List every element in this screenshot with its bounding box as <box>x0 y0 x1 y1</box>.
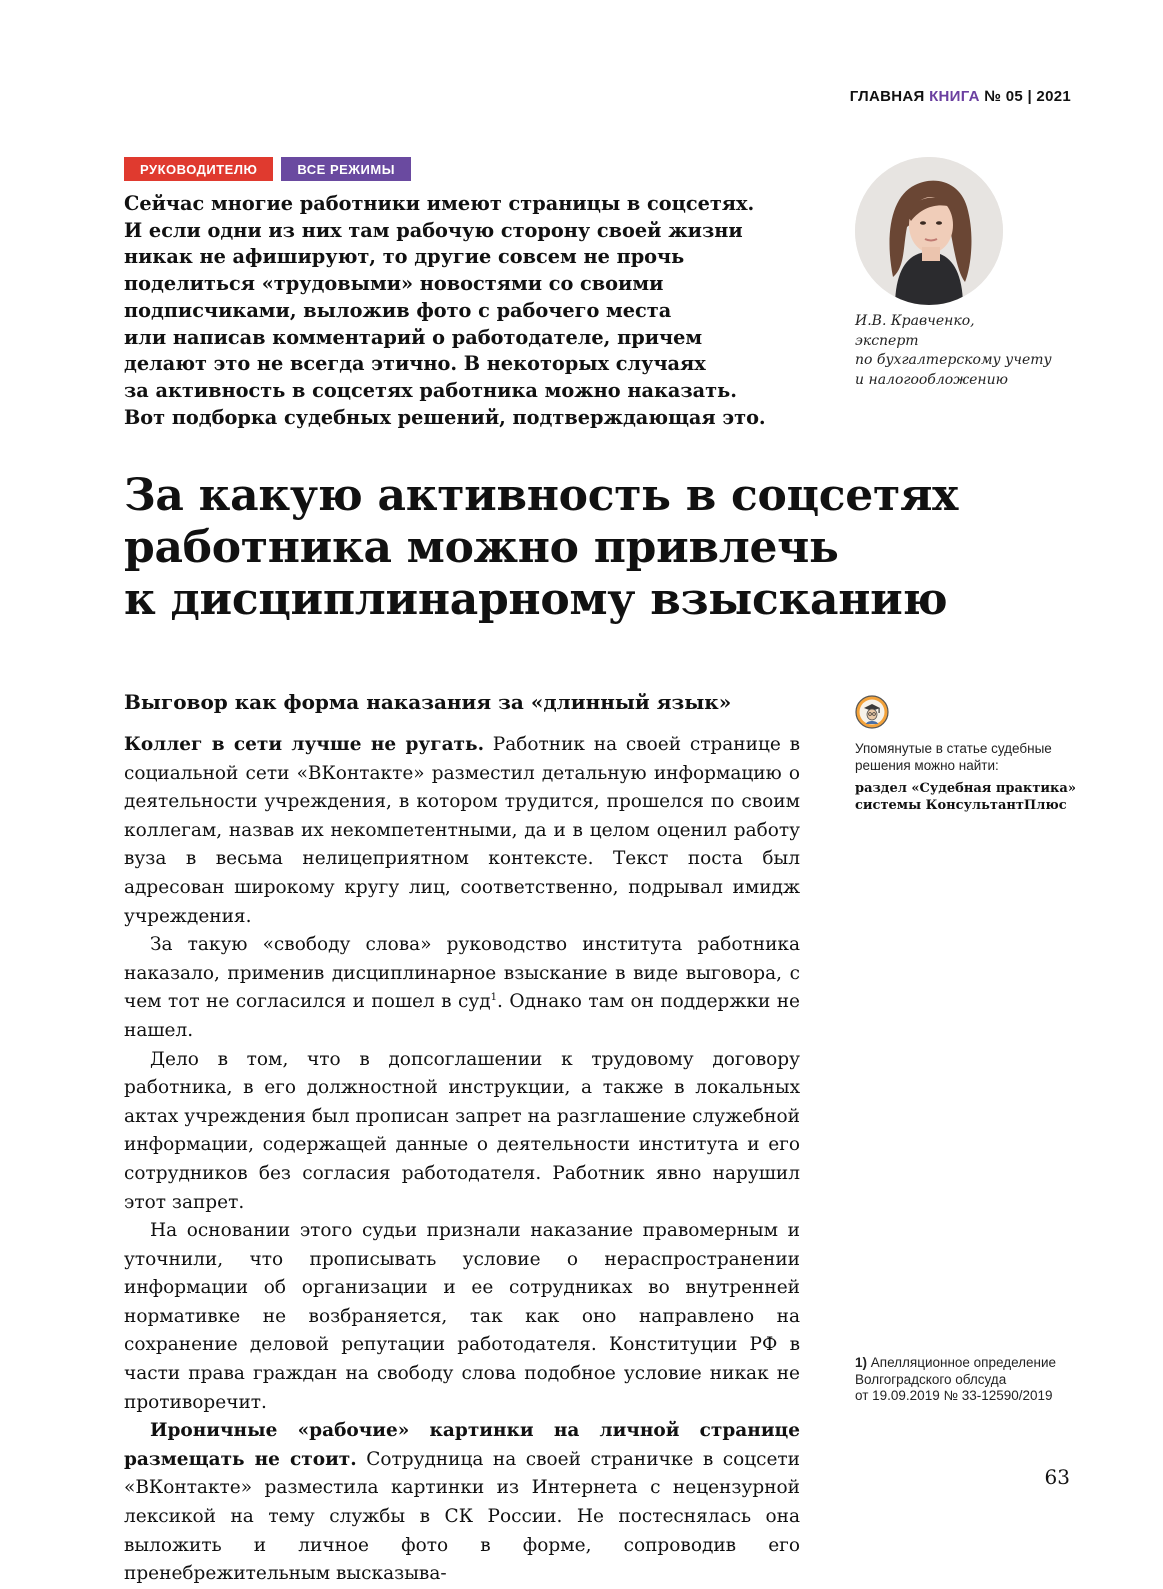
side-note-link-line: раздел «Судебная практика» <box>855 781 1076 796</box>
side-note-link[interactable] <box>855 780 1085 814</box>
article-body <box>124 731 800 1589</box>
paragraph-lead-bold: Ироничные «рабочие» картинки на личной странице размещать не стоит. <box>124 1420 800 1470</box>
side-note-text: Упомянутые в статье судебные решения можно найти: <box>855 741 1052 773</box>
expert-photo <box>855 157 1003 305</box>
paragraph-text: . Однако там он поддержки не нашел. <box>124 991 800 1041</box>
lead-line: делают это не всегда этично. В некоторых случаях <box>124 352 706 376</box>
footnote <box>855 1355 1085 1405</box>
lead-line: подписчиками, выложив фото с рабочего места <box>124 298 672 322</box>
title-line: к дисциплинарному взысканию <box>124 574 948 625</box>
lead-line: Сейчас многие работники имеют страницы в соцсетях. <box>124 192 755 215</box>
paragraph-text: Сотрудница на своей страничке в соцсети «ВКонтакте» разместила картинки из Интернета с нецензурной лексикой на тему службы в СК России. Не постеснялась она выложить и личное фото в форме, сопроводив его пренебрежительным высказыва- <box>124 1448 800 1585</box>
lead-line: за активность в соцсетях работника можно наказать. <box>124 378 737 402</box>
consultant-plus-icon <box>855 695 889 729</box>
footnote-ref[interactable]: 1 <box>490 992 498 1004</box>
footnote-line: Волгоградского облсуда <box>855 1371 1007 1387</box>
body-paragraph: Дело в том, что в допсоглашении к трудовому договору работника, в его должностной инструкции, а также в локальных актах учреждения был прописан запрет на разглашение служебной информации, содержащей данные о деятельности института и его сотрудников без согласия работодателя. Работник явно нарушил этот запрет. <box>124 1048 800 1213</box>
body-paragraph <box>124 731 800 931</box>
paragraph-lead-bold: Коллег в сети лучше не ругать. <box>124 734 485 755</box>
magazine-name-part1: ГЛАВНАЯ <box>849 88 925 105</box>
magazine-header <box>850 88 1071 105</box>
body-paragraph <box>124 1417 800 1589</box>
lead-line: поделиться «трудовыми» новостями со своими <box>124 272 664 296</box>
magazine-name-part2: КНИГА <box>929 88 980 105</box>
expert-portrait-icon <box>855 157 1003 305</box>
lead-paragraph <box>124 191 824 431</box>
side-note <box>855 740 1085 814</box>
rubric-tags <box>124 157 411 181</box>
lead-line: И если одни из них там рабочую сторону своей жизни <box>124 218 743 242</box>
body-paragraph <box>124 931 800 1045</box>
footnote-line: от 19.09.2019 № 33-12590/2019 <box>855 1388 1053 1403</box>
footnote-number: 1) <box>855 1355 868 1370</box>
expert-role: и налогообложению <box>855 371 1008 388</box>
tag-vse-rezhimy[interactable]: ВСЕ РЕЖИМЫ <box>281 157 411 181</box>
side-note-link-line: системы КонсультантПлюс <box>855 798 1067 813</box>
article-title <box>124 470 1044 626</box>
title-line: работника можно привлечь <box>124 522 839 573</box>
lead-line: никак не афишируют, то другие совсем не прочь <box>124 245 685 269</box>
body-paragraph: На основании этого судьи признали наказание правомерным и уточнили, что прописывать условие о нераспространении информации об организации и ее сотрудниках во внутренней нормативке не возбраняется, так как оно направлено на сохранение деловой репутации работодателя. Конституции РФ в части права граждан на свободу слова подобное условие никак не противоречит. <box>124 1220 800 1413</box>
footnote-line <box>855 1355 1085 1372</box>
expert-name: И.В. Кравченко, <box>855 313 975 329</box>
title-line: За какую активность в соцсетях <box>124 470 959 521</box>
expert-role: эксперт <box>855 332 919 349</box>
paragraph-text: За такую «свободу слова» руководство института работника наказало, применив дисциплинарное взыскание в виде выговора, с чем тот не согласился и пошел в суд <box>124 934 800 1013</box>
issue-number: № 05 | 2021 <box>984 88 1071 105</box>
section-heading: Выговор как форма наказания за «длинный язык» <box>124 690 732 714</box>
tag-rukovoditelyu[interactable]: РУКОВОДИТЕЛЮ <box>124 157 273 181</box>
lead-line: Вот подборка судебных решений, подтверждающая это. <box>124 405 766 429</box>
footnote-text: Апелляционное определение <box>867 1355 1057 1370</box>
page-number: 63 <box>1044 1465 1070 1489</box>
expert-role: по бухгалтерскому учету <box>855 352 1052 368</box>
lead-line: или написав комментарий о работодателе, причем <box>124 325 703 349</box>
expert-caption <box>855 312 1052 390</box>
paragraph-text: Работник на своей странице в социальной сети «ВКонтакте» разместил детальную информацию о деятельности учреждения, в котором трудится, прошелся по своим коллегам, назвав их некомпетентными, да и в целом оценил работу вуза в весьма нелицеприятном контексте. Текст поста был адресован широкому кругу лиц, соответственно, подрывал имидж учреждения. <box>124 734 800 927</box>
